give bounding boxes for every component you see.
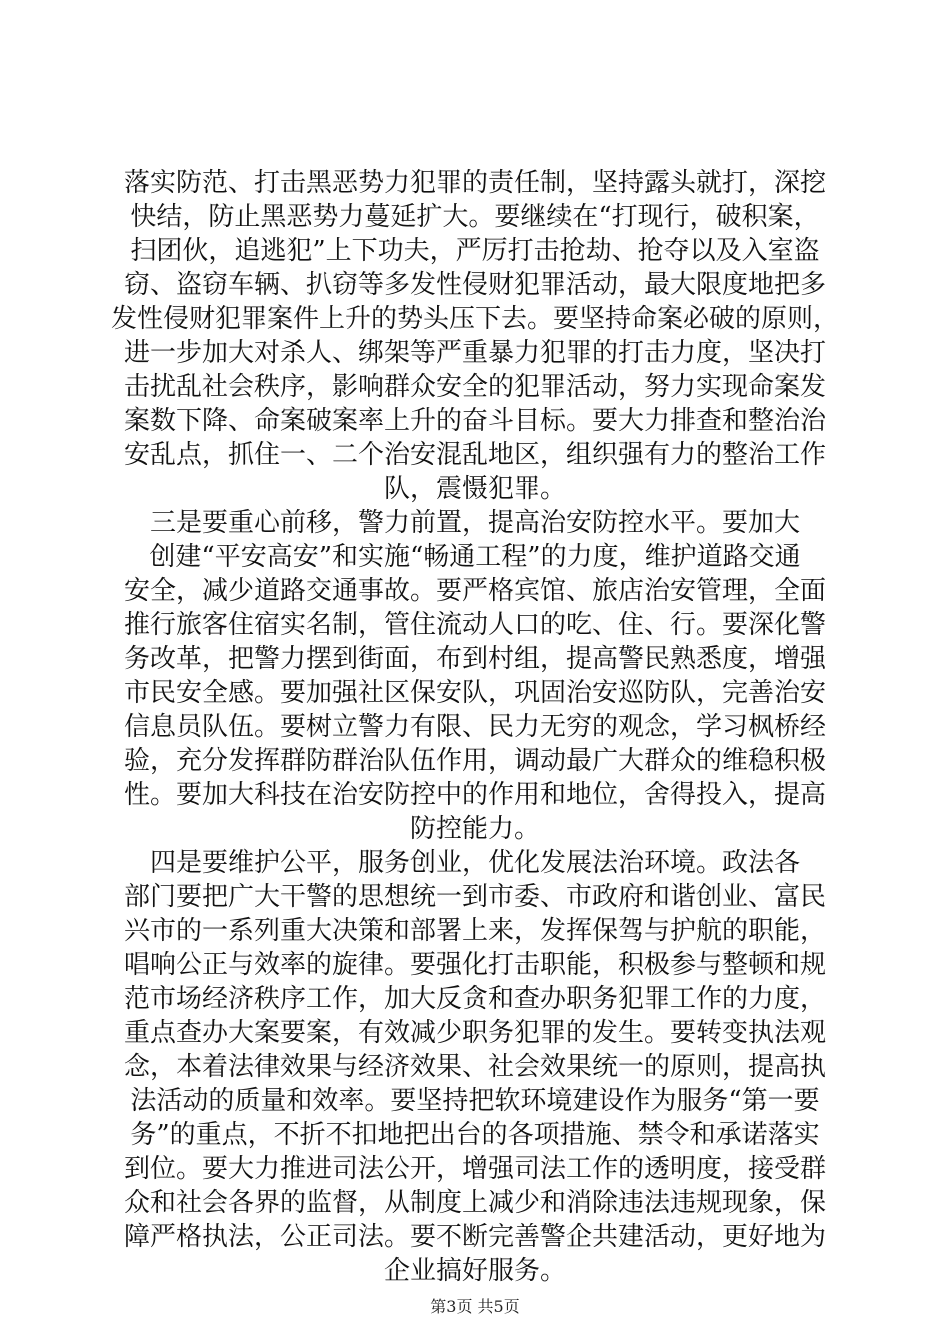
text-line: 扫团伙，追逃犯”上下功夫，严厉打击抢劫、抢夺以及入室盗 (130, 236, 820, 266)
page-number-footer: 第3页 共5页 (430, 1297, 520, 1316)
text-line: 队，震慑犯罪。 (383, 474, 566, 504)
text-line: 防控能力。 (409, 814, 540, 844)
text-line: 企业搞好服务。 (383, 1256, 566, 1286)
text-line: 务”的重点，不折不扣地把出台的各项措施、禁令和承诺落实 (130, 1120, 820, 1150)
text-line: 快结，防止黑恶势力蔓延扩大。要继续在“打现行，破积案， (130, 202, 820, 232)
text-line: 发性侵财犯罪案件上升的势头压下去。要坚持命案必破的原则， (110, 304, 839, 334)
text-line: 重点查办大案要案，有效减少职务犯罪的发生。要转变执法观 (123, 1018, 826, 1048)
text-line: 案数下降、命案破案率上升的奋斗目标。要大力排查和整治治 (123, 406, 826, 436)
text-line: 窃、盗窃车辆、扒窃等多发性侵财犯罪活动，最大限度地把多 (123, 270, 826, 300)
text-line: 念，本着法律效果与经济效果、社会效果统一的原则，提高执 (123, 1052, 826, 1082)
text-line: 四是要维护公平，服务创业，优化发展法治环境。政法各 (149, 848, 800, 878)
text-line: 击扰乱社会秩序，影响群众安全的犯罪活动，努力实现命案发 (123, 372, 826, 402)
text-line: 法活动的质量和效率。要坚持把软环境建设作为服务“第一要 (130, 1086, 820, 1116)
text-line: 落实防范、打击黑恶势力犯罪的责任制，坚持露头就打，深挖 (123, 168, 826, 198)
text-line: 安乱点，抓住一、二个治安混乱地区，组织强有力的整治工作 (123, 440, 826, 470)
text-line: 部门要把广大干警的思想统一到市委、市政府和谐创业、富民 (123, 882, 826, 912)
text-line: 验，充分发挥群防群治队伍作用，调动最广大群众的维稳积极 (123, 746, 826, 776)
text-line: 范市场经济秩序工作，加大反贪和查办职务犯罪工作的力度， (123, 984, 826, 1014)
text-line: 信息员队伍。要树立警力有限、民力无穷的观念，学习枫桥经 (123, 712, 826, 742)
text-line: 推行旅客住宿实名制，管住流动人口的吃、住、行。要深化警 (123, 610, 826, 640)
text-line: 创建“平安高安”和实施“畅通工程”的力度，维护道路交通 (149, 542, 801, 572)
text-line: 务改革，把警力摆到街面，布到村组，提高警民熟悉度，增强 (123, 644, 826, 674)
text-line: 众和社会各界的监督，从制度上减少和消除违法违规现象，保 (123, 1188, 826, 1218)
text-line: 兴市的一系列重大决策和部署上来，发挥保驾与护航的职能， (123, 916, 826, 946)
text-line: 唱响公正与效率的旋律。要强化打击职能，积极参与整顿和规 (123, 950, 826, 980)
text-line: 性。要加大科技在治安防控中的作用和地位，舍得投入，提高 (123, 780, 826, 810)
text-line: 市民安全感。要加强社区保安队，巩固治安巡防队，完善治安 (123, 678, 826, 708)
text-line: 到位。要大力推进司法公开，增强司法工作的透明度，接受群 (123, 1154, 826, 1184)
text-line: 三是要重心前移，警力前置，提高治安防控水平。要加大 (149, 508, 800, 538)
text-line: 安全，减少道路交通事故。要严格宾馆、旅店治安管理，全面 (123, 576, 826, 606)
text-line: 进一步加大对杀人、绑架等严重暴力犯罪的打击力度，坚决打 (123, 338, 826, 368)
text-line: 障严格执法，公正司法。要不断完善警企共建活动，更好地为 (123, 1222, 826, 1252)
